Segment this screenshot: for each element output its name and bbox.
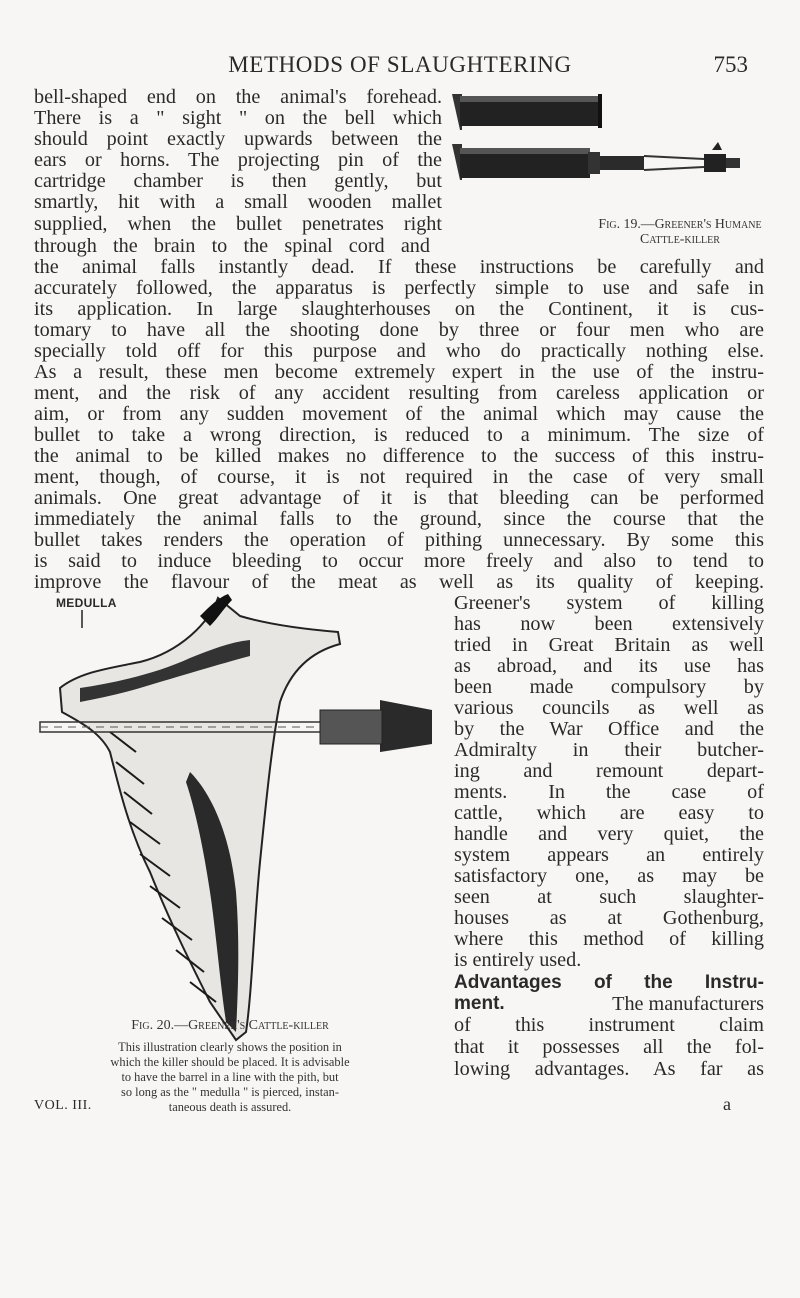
body-line-right-18: is entirely used. <box>454 949 582 971</box>
body-line-right-16: houses as at Gothenburg, <box>454 907 764 929</box>
body-line-full-3: its application. In large slaughterhouses on the Continent, it is cus- <box>34 298 764 320</box>
body-line-top-8: through the brain to the spinal cord and <box>34 235 430 257</box>
body-line-full-2: accurately followed, the apparatus is perfectly simple to use and safe in <box>34 277 764 299</box>
body-line-right-15: seen at such slaughter- <box>454 886 764 908</box>
fig19-lower-part <box>452 142 740 180</box>
page-number: 753 <box>713 52 748 77</box>
body-line-after-3: lowing advantages. As far as <box>454 1058 764 1080</box>
figure-20-caption-title: Fig. 20.—Greener's Cattle-killer <box>131 1018 329 1033</box>
figure-19-caption-line2: Cattle-killer <box>640 231 720 246</box>
volume-label: VOL. III. <box>34 1098 92 1113</box>
body-line-top-2: There is a " sight " on the bell which <box>34 107 442 129</box>
body-line-right-13: system appears an entirely <box>454 844 764 866</box>
body-line-right-8: Admiralty in their butcher- <box>454 739 764 761</box>
body-line-right-9: ing and remount depart- <box>454 760 764 782</box>
body-line-full-11: ment, though, of course, it is not required in the case of very small <box>34 466 764 488</box>
body-line-full-1: the animal falls instantly dead. If these instructions be carefully and <box>34 256 764 278</box>
body-line-full-6: As a result, these men become extremely expert in the use of the instru- <box>34 361 764 383</box>
body-line-right-4: as abroad, and its use has <box>454 655 764 677</box>
side-heading-line2: ment. <box>454 993 505 1014</box>
body-line-right-11: cattle, which are easy to <box>454 802 764 824</box>
body-line-full-5: specially told off for this purpose and who do practically nothing else. <box>34 340 764 362</box>
body-line-top-1: bell-shaped end on the animal's forehead. <box>34 86 442 108</box>
fig19-upper-part <box>452 94 602 130</box>
body-line-full-8: aim, or from any sudden movement of the animal which may cause the <box>34 403 764 425</box>
body-line-right-3: tried in Great Britain as well <box>454 634 764 656</box>
figure-20-illustration <box>40 592 440 1052</box>
body-line-full-13: immediately the animal falls to the ground, since the course that the <box>34 508 764 530</box>
body-line-after-1: of this instrument claim <box>454 1014 764 1036</box>
body-line-right-5: been made compulsory by <box>454 676 764 698</box>
side-heading-line1: Advantages of the Instru- <box>454 972 764 993</box>
body-line-right-12: handle and very quiet, the <box>454 823 764 845</box>
side-heading-row <box>454 993 764 1015</box>
body-line-right-7: by the War Office and the <box>454 718 764 740</box>
figure-20-caption-line-5: taneous death is assured. <box>168 1100 292 1114</box>
body-line-after-2: that it possesses all the fol- <box>454 1036 764 1058</box>
body-line-right-6: various councils as well as <box>454 697 764 719</box>
body-line-top-3: should point exactly upwards between the <box>34 128 442 150</box>
figure-20-caption-line-3: to have the barrel in a line with the pith, but <box>121 1070 339 1084</box>
running-title: METHODS OF SLAUGHTERING <box>228 52 572 77</box>
body-line-right-1: Greener's system of killing <box>454 592 764 614</box>
figure-20-caption-line-4: so long as the " medulla " is pierced, instan- <box>121 1085 339 1099</box>
body-line-right-14: satisfactory one, as may be <box>454 865 764 887</box>
running-header <box>0 50 800 82</box>
body-line-right-10: ments. In the case of <box>454 781 764 803</box>
body-line-full-14: bullet takes renders the operation of pithing unnecessary. By some this <box>34 529 764 551</box>
body-line-right-17: where this method of killing <box>454 928 764 950</box>
body-line-top-6: smartly, hit with a small wooden mallet <box>34 191 442 213</box>
figure-20-caption-line-1: This illustration clearly shows the position in <box>118 1040 342 1054</box>
body-line-full-12: animals. One great advantage of it is that bleeding can be performed <box>34 487 764 509</box>
figure-19-caption-line1: Fig. 19.—Greener's Humane <box>598 216 762 231</box>
after-heading-first: The manufacturers <box>612 993 764 1015</box>
body-line-full-9: bullet to take a wrong direction, is reduced to a minimum. The size of <box>34 424 764 446</box>
body-line-top-7: supplied, when the bullet penetrates right <box>34 213 442 235</box>
body-line-full-15: is said to induce bleeding to occur more freely and also to tend to <box>34 550 764 572</box>
figure-20-caption-line-2: which the killer should be placed. It is advisable <box>110 1055 350 1069</box>
body-line-full-10: the animal to be killed makes no difference to the success of this instru- <box>34 445 764 467</box>
medulla-label: MEDULLA <box>56 596 117 610</box>
signature-mark: a <box>723 1094 731 1114</box>
body-line-top-5: cartridge chamber is then gently, but <box>34 170 442 192</box>
figure-19-illustration <box>450 90 790 200</box>
body-line-full-4: tomary to have all the shooting done by three or four men who are <box>34 319 764 341</box>
body-line-top-4: ears or horns. The projecting pin of the <box>34 149 442 171</box>
body-line-right-2: has now been extensively <box>454 613 764 635</box>
body-line-full-16: improve the flavour of the meat as well as its quality of keeping. <box>34 571 764 593</box>
body-line-full-7: ment, and the risk of any accident resulting from careless application or <box>34 382 764 404</box>
